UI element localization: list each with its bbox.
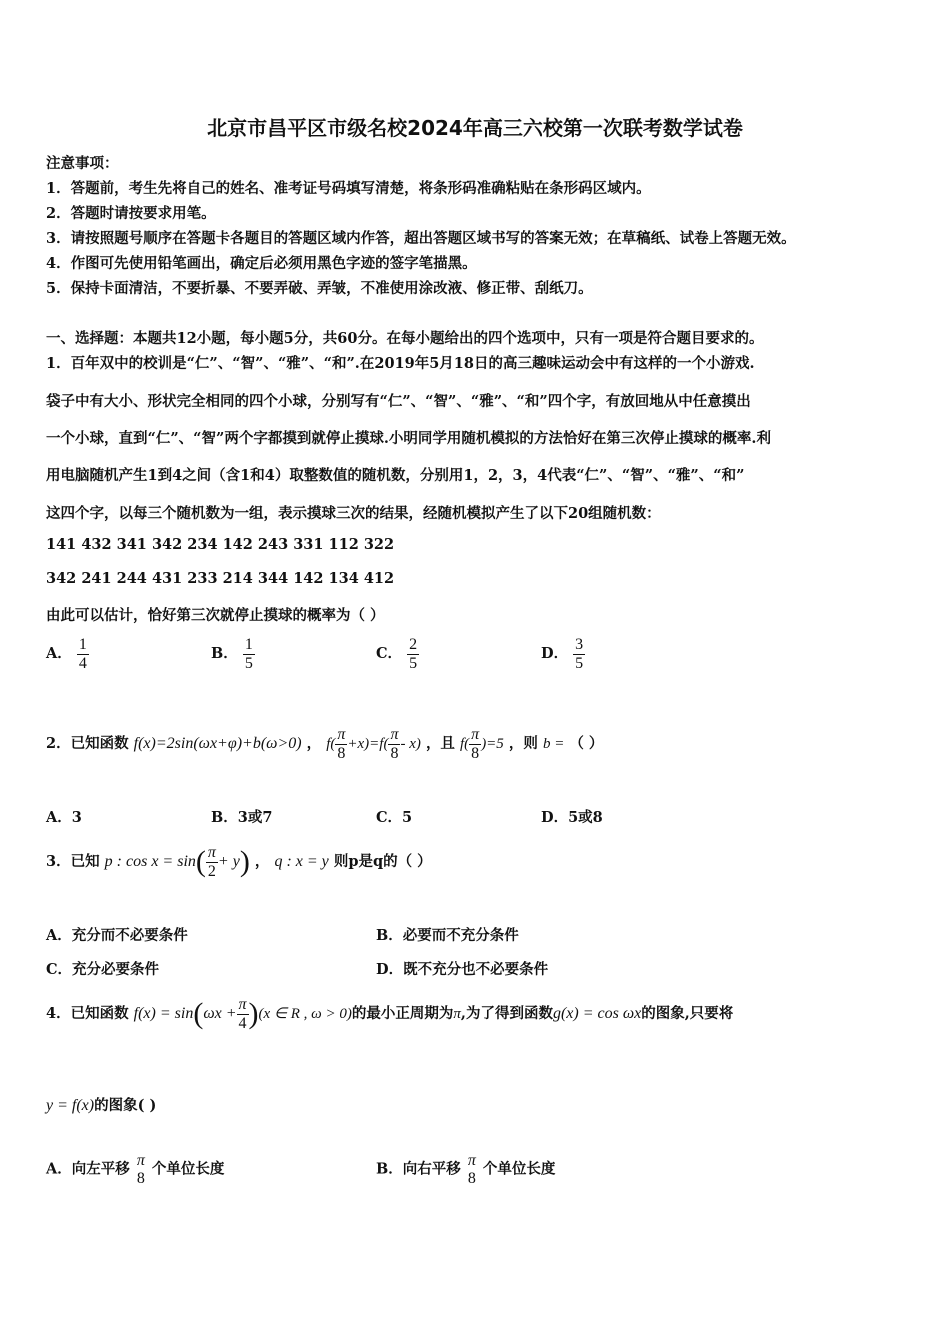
q3-option-d[interactable]: [376, 958, 548, 979]
option-label: B．: [376, 1160, 403, 1178]
pi-symbol: π: [337, 726, 346, 743]
q4-image-tail: 的图象( ): [94, 1097, 157, 1114]
q2-option-c[interactable]: [376, 806, 412, 827]
option-label: A．: [46, 809, 72, 826]
q1-line: 这四个字，以每三个随机数为一组，表示摸球三次的结果，经随机模拟产生了以下20组随机数：: [46, 505, 661, 522]
frac-num: π: [467, 1152, 476, 1169]
q2-comma: ，: [306, 735, 322, 753]
q3-q-expr: q : x = y: [274, 853, 329, 871]
q1-option-d[interactable]: [541, 636, 585, 672]
frac-den: 4: [78, 654, 87, 672]
q1-option-c[interactable]: [376, 636, 419, 672]
q1-line: 袋子中有大小、形状完全相同的四个小球，分别写有“仁”、“智”、“雅”、“和”四个字，有放回地从中任意摸出: [46, 393, 751, 410]
q1-numbers-row1: 141 432 341 342 234 142 243 331 112 322: [46, 536, 395, 553]
q4-option-b[interactable]: [376, 1152, 555, 1187]
option-label: D．: [541, 809, 569, 826]
frac-den: 8: [337, 744, 346, 762]
frac-den: 5: [244, 654, 253, 672]
q4-image-of: 的图象,只要将: [641, 1005, 734, 1023]
q2-paren: （ ）: [569, 735, 604, 753]
note-item: 3．请按照题号顺序在答题卡各题目的答题区域内作答，超出答题区域书写的答案无效；在草稿纸、试卷上答题无效。: [46, 230, 796, 247]
frac-den: 8: [136, 1169, 145, 1187]
option-label: B．: [376, 927, 403, 944]
q2-function: f(x)=2sin(ωx+φ)+b(ω>0): [133, 735, 302, 753]
option-text: 5或8: [568, 809, 603, 826]
q4-stem: 4．已知函数 f(x) = sin(ωx + $\frac{\pi}{4}$ )(x ∈ R , ω > 0)的最小正周期为π,为了得到函数g(x) = cos ωx的图象,只要将: [46, 996, 734, 1032]
q2-option-a[interactable]: [46, 806, 82, 827]
frac-num: 2: [409, 636, 418, 653]
option-label: A．: [46, 645, 72, 663]
note-item: 2．答题时请按要求用笔。: [46, 205, 216, 222]
option-text: 5: [402, 809, 413, 826]
option-label: D．: [376, 961, 404, 978]
option-text: 向右平移: [402, 1160, 461, 1178]
option-label: C．: [376, 809, 403, 826]
q1-option-a[interactable]: [46, 636, 89, 672]
q4-option-a[interactable]: [46, 1152, 224, 1187]
q3-option-b[interactable]: [376, 924, 519, 945]
q1-numbers-row2: 342 241 244 431 233 214 344 142 134 412: [46, 570, 395, 587]
pi-symbol: π: [238, 996, 247, 1013]
q3-comma: ，: [254, 853, 270, 871]
option-text: 充分必要条件: [72, 961, 160, 978]
q2-ask: ，则: [508, 735, 538, 753]
frac-den: 8: [471, 744, 480, 762]
q2-stem: [46, 726, 603, 762]
frac-num: 1: [244, 636, 253, 653]
option-label: A．: [46, 927, 72, 944]
q1-line: 一个小球，直到“仁”、“智”两个字都摸到就停止摸球.小明同学用随机模拟的方法恰好在第三次停止摸球的概率.利: [46, 430, 771, 447]
option-text: 个单位长度: [482, 1160, 556, 1178]
q4-prefix: 4．已知函数: [46, 1005, 129, 1023]
q2-option-d[interactable]: [541, 806, 603, 827]
q4-period-value: π: [453, 1006, 461, 1023]
q4-domain: (x ∈ R , ω > 0): [258, 1006, 352, 1023]
q4-to-get: ,为了得到函数: [460, 1005, 553, 1023]
q1-line: 1．百年双中的校训是“仁”、“智”、“雅”、“和”.在2019年5月18日的高三趣味运动会中有这样的一个小游戏.: [46, 355, 755, 372]
q2-cond1-left: f(: [326, 736, 336, 753]
q2-cond1-mid: +x)=f(: [347, 736, 389, 753]
pi-symbol: π: [390, 726, 399, 743]
q2-prefix: 2．已知函数: [46, 735, 129, 753]
option-text: 3或7: [237, 809, 273, 826]
q3-stem: 3．已知 p : cos x = sin( $\frac{\pi}{2}$ + y) ， q : x = y 则p是q的（ ）: [46, 844, 432, 880]
q2-cond1-right: - x): [400, 736, 421, 753]
q2-b-eq: b =: [542, 736, 565, 753]
q4-omega-x: ωx +: [203, 1005, 237, 1023]
option-text: 3: [71, 809, 82, 826]
frac-den: 8: [390, 744, 399, 762]
frac-num: 3: [575, 636, 584, 653]
q4-g-expr: g(x) = cos ωx: [552, 1005, 642, 1023]
note-item: 5．保持卡面清洁，不要折暴、不要弄破、弄皱，不准使用涂改液、修正带、刮纸刀。: [46, 280, 593, 297]
option-text: 个单位长度: [151, 1160, 225, 1178]
q3-prefix: 3．已知: [46, 853, 100, 871]
option-label: C．: [46, 961, 73, 978]
section-heading: 一、选择题：本题共12小题，每小题5分，共60分。在每小题给出的四个选项中，只有一项是符合题目要求的。: [46, 330, 764, 347]
q4-period-text: 的最小正周期为: [351, 1005, 454, 1023]
q4-stem-line2: [46, 1094, 156, 1115]
q3-option-c[interactable]: [46, 958, 159, 979]
q3-plus-y: + y: [217, 853, 240, 871]
q3-tail: 则p是q的（ ）: [333, 853, 432, 871]
option-label: B．: [211, 645, 238, 663]
page-title: 北京市昌平区市级名校2024年高三六校第一次联考数学试卷: [207, 116, 743, 140]
frac-num: π: [136, 1152, 145, 1169]
note-item: 4．作图可先使用铅笔画出，确定后必须用黑色字迹的签字笔描黑。: [46, 255, 477, 272]
frac-den: 5: [575, 654, 584, 672]
q4-f-left: f(x) = sin: [133, 1005, 194, 1023]
option-label: B．: [211, 809, 238, 826]
pi-symbol: π: [207, 844, 216, 861]
frac-den: 2: [207, 862, 216, 880]
q2-option-b[interactable]: [211, 806, 272, 827]
q4-y-expr: y = f(x): [46, 1097, 95, 1114]
q2-cond2-left: f(: [460, 736, 470, 753]
option-label: C．: [376, 645, 403, 663]
frac-den: 8: [467, 1169, 476, 1187]
option-text: 向左平移: [71, 1160, 130, 1178]
option-text: 既不充分也不必要条件: [403, 961, 549, 978]
notes-heading: 注意事项：: [46, 155, 119, 172]
option-label: D．: [541, 645, 569, 663]
q3-p-left: p : cos x = sin: [104, 853, 196, 871]
q3-option-a[interactable]: [46, 924, 188, 945]
q1-question: 由此可以估计，恰好第三次就停止摸球的概率为（ ）: [46, 607, 385, 624]
q2-and: ，且: [425, 735, 455, 753]
frac-den: 5: [409, 654, 418, 672]
q1-line: 用电脑随机产生1到4之间（含1和4）取整数值的随机数，分别用1，2，3，4代表“仁”、“智”、“雅”、“和”: [46, 467, 745, 484]
pi-symbol: π: [471, 726, 480, 743]
option-label: A．: [46, 1160, 72, 1178]
frac-num: 1: [78, 636, 87, 653]
option-text: 必要而不充分条件: [402, 927, 519, 944]
note-item: 1．答题前，考生先将自己的姓名、准考证号码填写清楚，将条形码准确粘贴在条形码区域内。: [46, 180, 651, 197]
frac-den: 4: [238, 1014, 247, 1032]
option-text: 充分而不必要条件: [71, 927, 188, 944]
q2-cond2-right: )=5: [481, 736, 504, 753]
q1-option-b[interactable]: [211, 636, 255, 672]
